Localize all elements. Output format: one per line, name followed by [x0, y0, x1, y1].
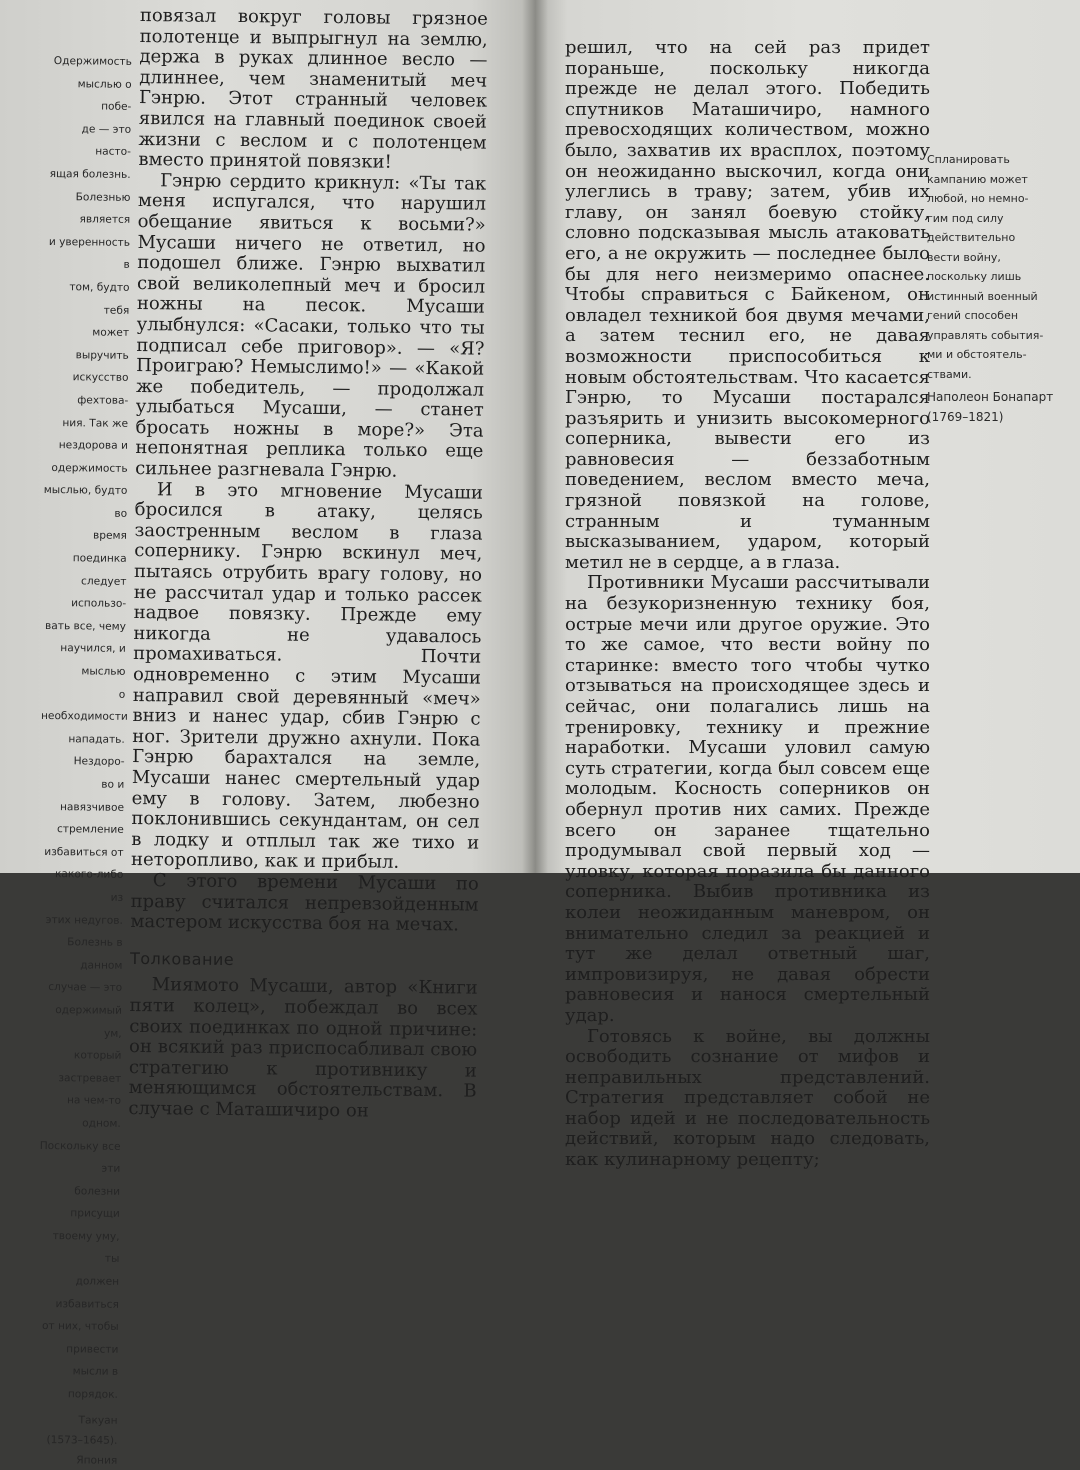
left-epigraph-attribution [33, 1410, 118, 1470]
epigraph-line: и уверенность в [48, 235, 131, 272]
paragraph: И в это мгновение Мусаши бросился в атаку, целясь заостренным веслом в глаза сопернику. Гэнрю вскинул меч, пытаясь отрубить врагу голову, но не рассчитал удар и только рассек надвое повязку. Прежде ему никогда не удавалось промахиваться. Почти одновременно с этим Мусаши направил свой деревянный «меч» вниз и нанес удар, сбив Гэнрю с ног. Зрители дружно ахнули. Пока Гэнрю барахтался на земле, Мусаши нанес смертельный удар ему в голову. Затем, любезно поклонившись секундантам, он сел в лодку и отплыл так же тихо и неторопливо, как и прибыл. [130, 478, 484, 874]
epigraph-years: (1769–1821) [927, 409, 1004, 424]
epigraph-line: вать все, чему [45, 619, 127, 633]
epigraph-line: на чем-то одном. [66, 1094, 122, 1130]
epigraph-line: одержимость [51, 461, 128, 475]
epigraph-line: Спланировать [927, 153, 1010, 166]
left-page [0, 0, 535, 1467]
epigraph-line: ящая болезнь. [49, 167, 131, 181]
left-epigraph [33, 50, 132, 1470]
epigraph-line: время поединка [72, 529, 127, 565]
epigraph-line: де — это насто- [81, 123, 132, 159]
epigraph-line: следует использо- [71, 575, 127, 611]
epigraph-line: избавиться от [44, 845, 124, 859]
epigraph-line: ствами. [927, 367, 972, 381]
book-gutter-shadow [522, 0, 548, 873]
attribution-years: (1573–1645). [46, 1433, 118, 1447]
attribution-country: Япония [76, 1453, 118, 1467]
right-body-text [565, 38, 930, 1171]
epigraph-author: Наполеон Бонапарт [927, 390, 1054, 404]
left-body-text [128, 6, 488, 1123]
epigraph-line: ния. Так же [62, 416, 129, 430]
epigraph-line: Поскольку все эти [39, 1139, 121, 1175]
epigraph-line: научился, и мыслью [60, 642, 126, 678]
epigraph-line: стремление [56, 823, 124, 837]
epigraph-line: поскольку лишь [927, 270, 1022, 283]
epigraph-line: одержимый ум, [55, 1004, 123, 1040]
epigraph-line: ми и обстоятель- [927, 348, 1027, 361]
epigraph-line: этих недугов. [45, 913, 123, 927]
epigraph-line: мыслью, будто во [43, 484, 128, 520]
epigraph-line: гений способен [927, 309, 1019, 322]
epigraph-line: Одержимость [53, 55, 132, 68]
left-epigraph-quote [34, 50, 132, 1406]
epigraph-line: от них, чтобы [41, 1320, 119, 1334]
epigraph-line: мыслью о побе- [77, 77, 132, 114]
epigraph-line: привести мысли в [66, 1343, 119, 1379]
paragraph: Противники Мусаши рассчитывали на безукоризненную технику боя, острые мечи или другое оружие. Это то же самое, что вести войну по старинке: вместо того чтобы чутко отзываться на происходящее здесь и сейчас, они полагались лишь на тренировку, технику и прежние наработки. Мусаши уловил самую суть стратегии, когда был совсем еще молодым. Косность соперников он обернул против них самих. Прежде всего он заранее тщательно продумывал свой первый ход — уловку, которая поразила бы данного соперника. Выбив противника из колеи неожиданным маневром, он внимательно следил за реакцией и тут же делал ответный шаг, импровизируя, не давая обрести равновесия и нанося смертельный удар. [565, 572, 930, 1026]
epigraph-line: во и навязчивое [59, 778, 125, 814]
right-epigraph-quote [927, 150, 1067, 384]
paragraph: Готовясь к войне, вы должны освободить сознание от мифов и неправильных представлений. Стратегия представляет собой не набор идей и не последовательность действий, которым надо следовать, как кулинарному рецепту; [565, 1025, 930, 1171]
epigraph-line: Болезнью является [75, 190, 131, 227]
epigraph-line: нападать. Нездоро- [68, 733, 125, 769]
epigraph-line: порядок. [67, 1388, 118, 1401]
epigraph-line: искусство фехтова- [72, 371, 129, 407]
epigraph-line: может выручить [75, 326, 130, 362]
attribution-author: Такуан [78, 1414, 118, 1427]
epigraph-line: кампанию может [927, 172, 1028, 186]
section-heading: Толкование [129, 948, 235, 969]
paragraph: Гэнрю сердито крикнул: «Ты так меня испугался, что нарушил обещание явиться к восьми?» Мусаши ничего не ответил, но подошел ближе. Гэнрю выхватил свой великолепный меч и бросил ножны на песок. Мусаши улыбнулся: «Сасаки, только что ты подписал себе приговор». — «Я? Проиграю? Немыслимо!» — «Какой же победитель, — продолжал улыбаться Мусаши, — станет бросать ножны в море?» Эта непонятная реплика только еще сильнее разгневала Гэнрю. [135, 169, 487, 482]
epigraph-line: который застревает [58, 1049, 122, 1085]
epigraph-line: том, будто тебя [69, 281, 130, 317]
paragraph: С этого времени Мусаши по праву считался непревзойденным мастером искусства боя на мечах. [130, 870, 479, 936]
epigraph-line: управлять события- [927, 328, 1044, 342]
epigraph-line: твоему уму, ты [52, 1229, 120, 1266]
epigraph-line: нездорова и [58, 439, 128, 452]
epigraph-line: вести войну, [927, 250, 1001, 264]
epigraph-line: действительно [927, 231, 1016, 244]
paragraph: решил, что на сей раз придет пораньше, поскольку никогда прежде не делал этого. Победить спутников Маташичиро, намного превосходящих количеством, можно было, захватив их врасплох, поэтому он неожиданно выскочил, когда они улеглись в траву; затем, убив их главу, он занял боевую стойку, словно подсказывая мысль атаковать его, а не окружить — последнее было бы для него неизмеримо опаснее. Чтобы справиться с Байкеном, он овладел техникой боя двумя мечами, а затем теснил его, не давая возможности приспособиться к новым обстоятельствам. Что касается Гэнрю, то Мусаши постарался разъярить и унизить высокомерного соперника, вывести его из равновесия — беззаботным поведением, веслом вместо меча, грязной повязкой на голове, странным и туманным высказыванием, ударом, который метил не в сердце, а в глаза. [565, 37, 930, 573]
epigraph-line: гим под силу [927, 211, 1004, 225]
epigraph-line: о необходимости [40, 688, 128, 724]
paragraph: Миямото Мусаши, автор «Книги пяти колец», побеждал во всех своих поединках по одной причине: он всякий раз приспосабливал свою стратегию к противнику и меняющимся обстоятельствам. В случае с Маташичиро он [128, 974, 478, 1122]
epigraph-line: болезни присущи [70, 1185, 121, 1221]
epigraph-line: Болезнь в данном [67, 936, 123, 972]
right-page [535, 0, 1080, 1171]
epigraph-line: какого-либо из [54, 868, 124, 904]
paragraph: повязал вокруг головы грязное полотенце и выпрыгнул на землю, держа в руках длинное весло — длиннее, чем знаменитый меч Гэнрю. Этот странный человек явился на главный поединок своей жизни с веслом и с полотенцем вместо принятой повязки! [138, 5, 488, 173]
epigraph-line: случае — это [48, 981, 123, 995]
epigraph-line: должен избавиться [55, 1275, 120, 1311]
right-epigraph [927, 150, 1067, 427]
epigraph-line: любой, но немно- [927, 192, 1029, 205]
epigraph-line: истинный военный [927, 289, 1038, 303]
